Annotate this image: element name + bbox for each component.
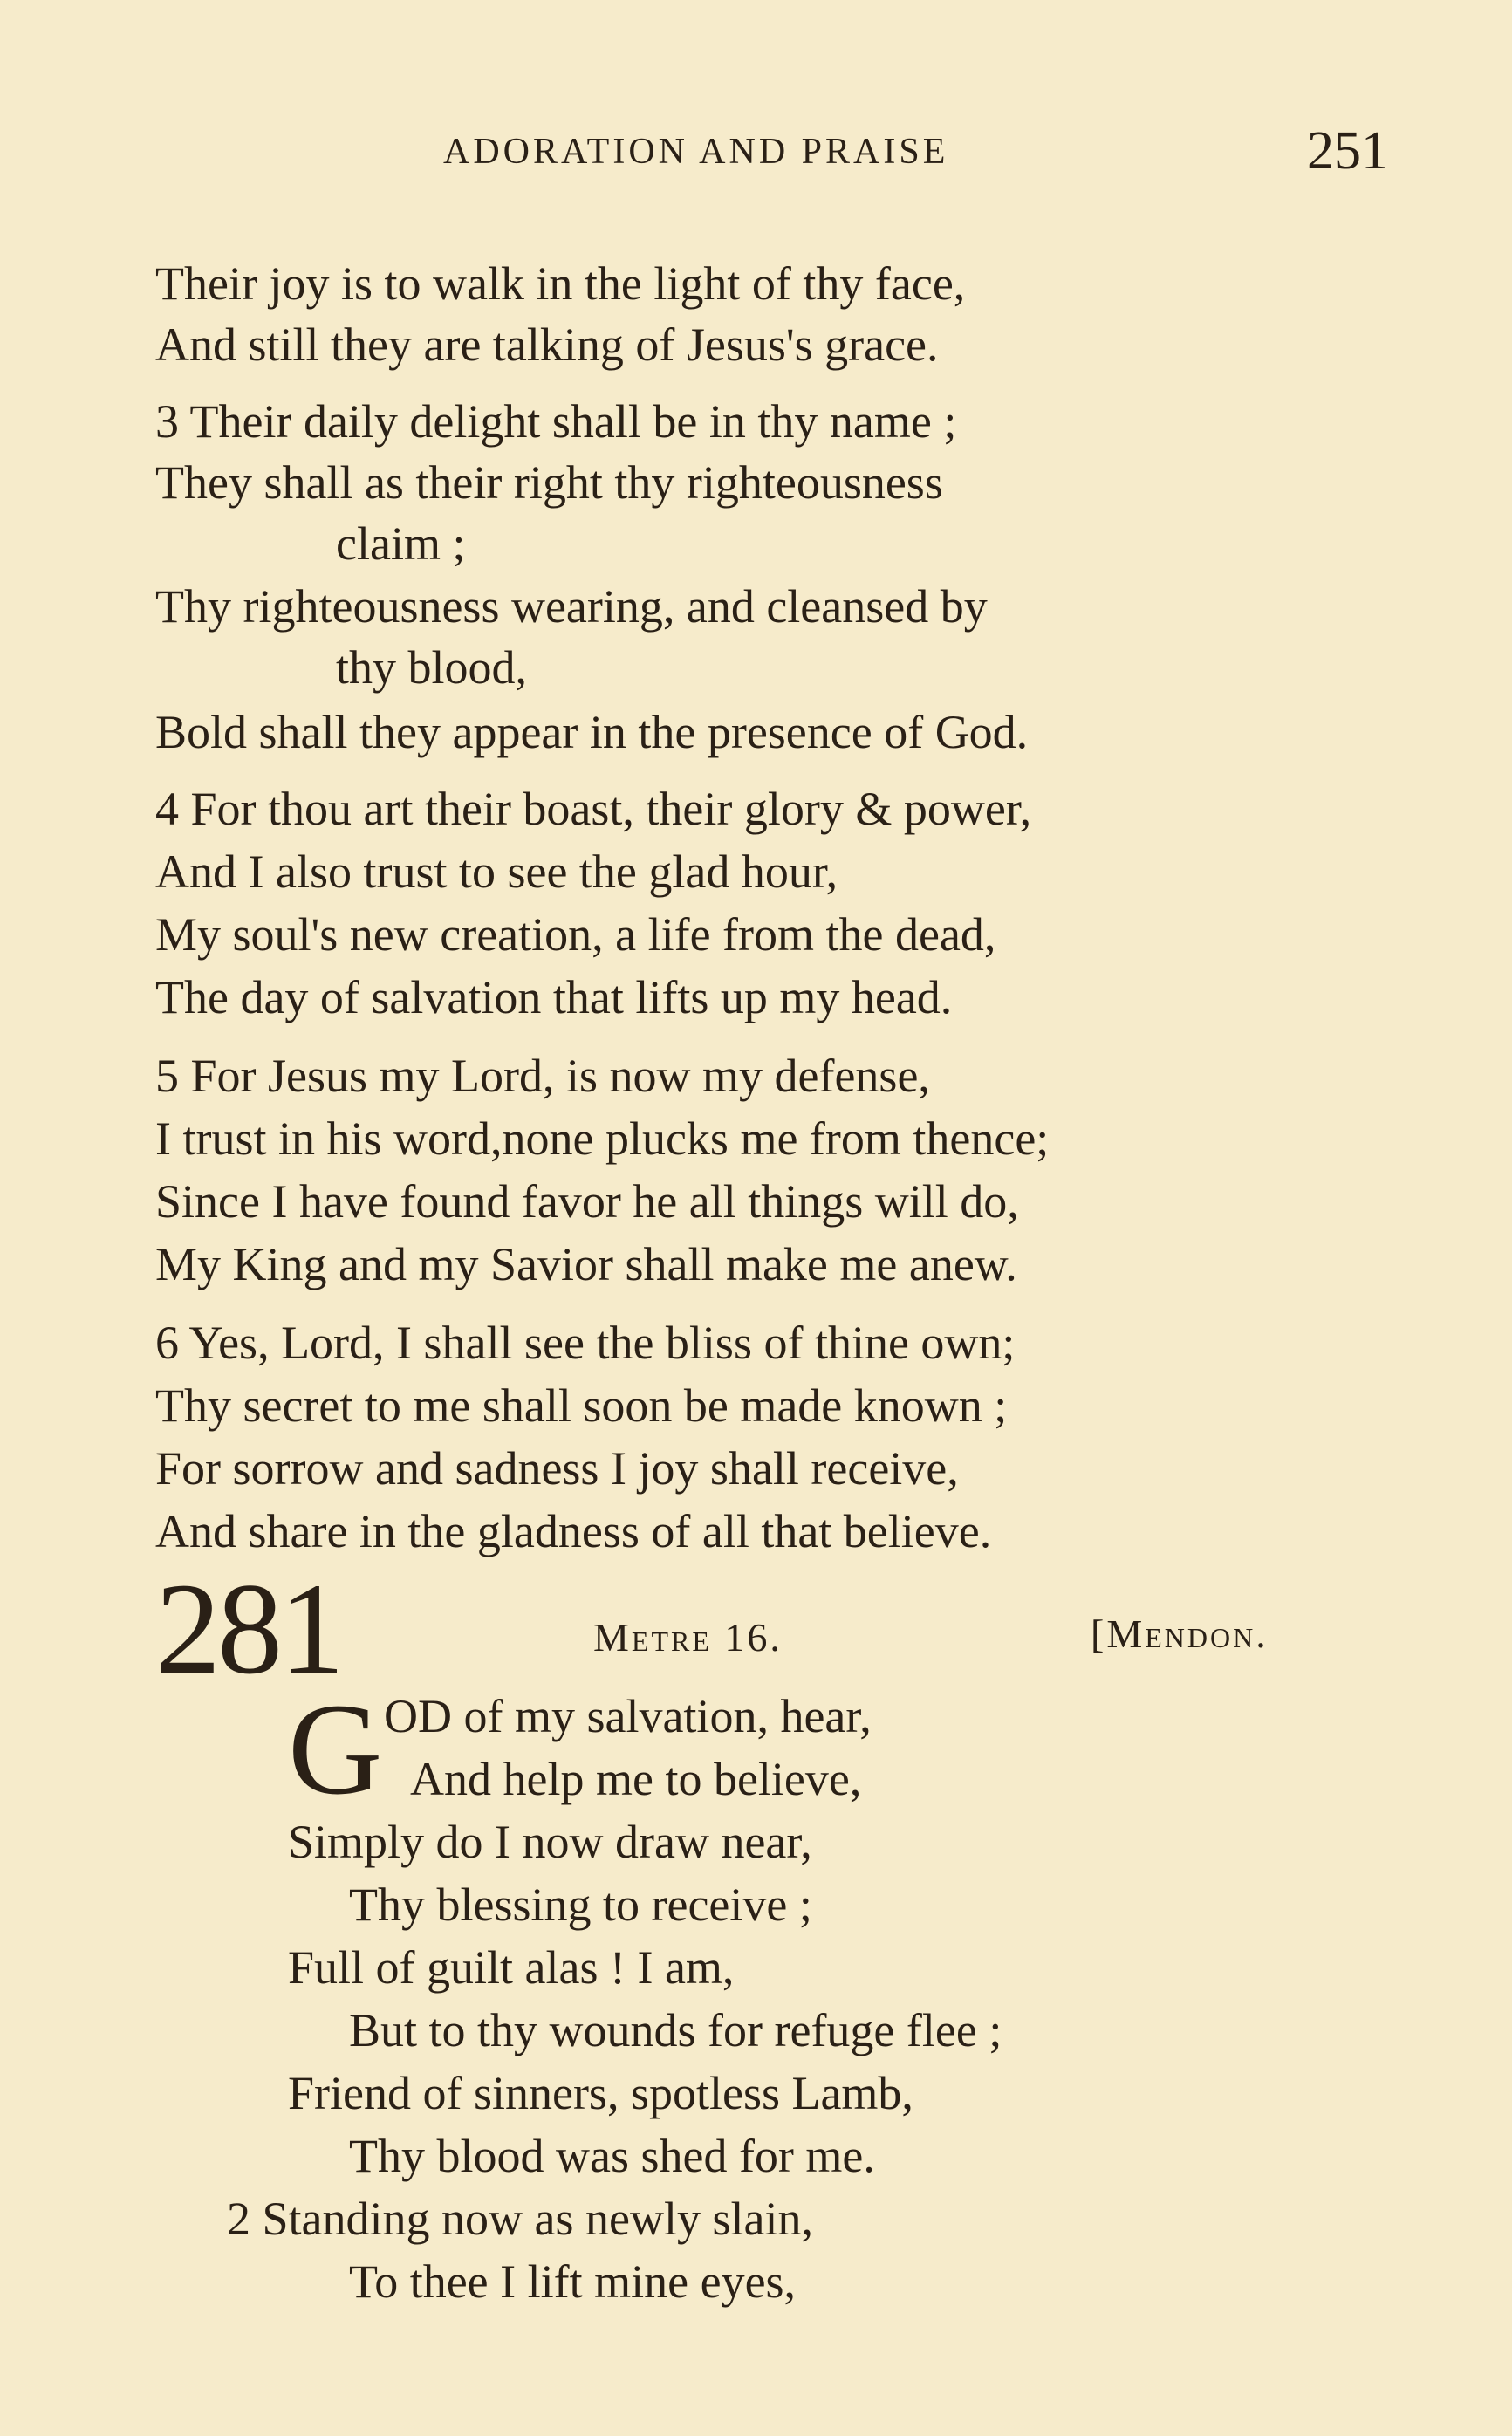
page-number: 251 bbox=[1307, 121, 1388, 181]
verse-line: Thy blessing to receive ; bbox=[349, 1878, 812, 1931]
verse-line: Thy righteousness wearing, and cleansed by bbox=[155, 580, 988, 633]
hymn-tune: [Mendon. bbox=[1091, 1611, 1269, 1656]
verse-line: Their joy is to walk in the light of thy face, bbox=[155, 257, 966, 310]
verse-line: 6 Yes, Lord, I shall see the bliss of thine own; bbox=[155, 1317, 1016, 1369]
verse-line: 4 For thou art their boast, their glory & power, bbox=[155, 783, 1032, 835]
verse-line: Since I have found favor he all things will do, bbox=[155, 1175, 1019, 1228]
verse-line-continuation: thy blood, bbox=[336, 641, 528, 694]
verse-line: Thy blood was shed for me. bbox=[349, 2130, 875, 2182]
verse-line: Friend of sinners, spotless Lamb, bbox=[288, 2067, 913, 2119]
verse-line-continuation: claim ; bbox=[336, 517, 466, 570]
verse-line: For sorrow and sadness I joy shall receive, bbox=[155, 1442, 959, 1495]
verse-line: The day of salvation that lifts up my head. bbox=[155, 971, 953, 1023]
verse-line: Bold shall they appear in the presence of God. bbox=[155, 706, 1029, 758]
verse-line: But to thy wounds for refuge flee ; bbox=[349, 2004, 1002, 2056]
verse-line: And help me to believe, bbox=[410, 1753, 862, 1805]
verse-line: Simply do I now draw near, bbox=[288, 1816, 812, 1868]
verse-line: 3 Their daily delight shall be in thy name ; bbox=[155, 395, 957, 448]
verse-line: Full of guilt alas ! I am, bbox=[288, 1941, 735, 1994]
verse-line: And share in the gladness of all that believe. bbox=[155, 1505, 992, 1557]
verse-line: Thy secret to me shall soon be made known ; bbox=[155, 1379, 1008, 1432]
verse-line: To thee I lift mine eyes, bbox=[349, 2255, 797, 2308]
verse-line: And still they are talking of Jesus's grace. bbox=[155, 318, 939, 371]
verse-line: They shall as their right thy righteousness bbox=[155, 456, 943, 509]
verse-line: My King and my Savior shall make me anew. bbox=[155, 1238, 1017, 1290]
verse-line: OD of my salvation, hear, bbox=[384, 1690, 872, 1742]
hymn-metre: Metre 16. bbox=[593, 1615, 783, 1659]
verse-line: 2 Standing now as newly slain, bbox=[227, 2193, 813, 2245]
verse-line: 5 For Jesus my Lord, is now my defense, bbox=[155, 1050, 930, 1102]
drop-cap: G bbox=[288, 1677, 383, 1822]
verse-line: My soul's new creation, a life from the dead, bbox=[155, 908, 996, 961]
hymn-number: 281 bbox=[155, 1557, 341, 1701]
verse-line: And I also trust to see the glad hour, bbox=[155, 845, 838, 898]
running-header: ADORATION AND PRAISE bbox=[443, 132, 949, 172]
verse-line: I trust in his word,none plucks me from thence; bbox=[155, 1112, 1050, 1165]
